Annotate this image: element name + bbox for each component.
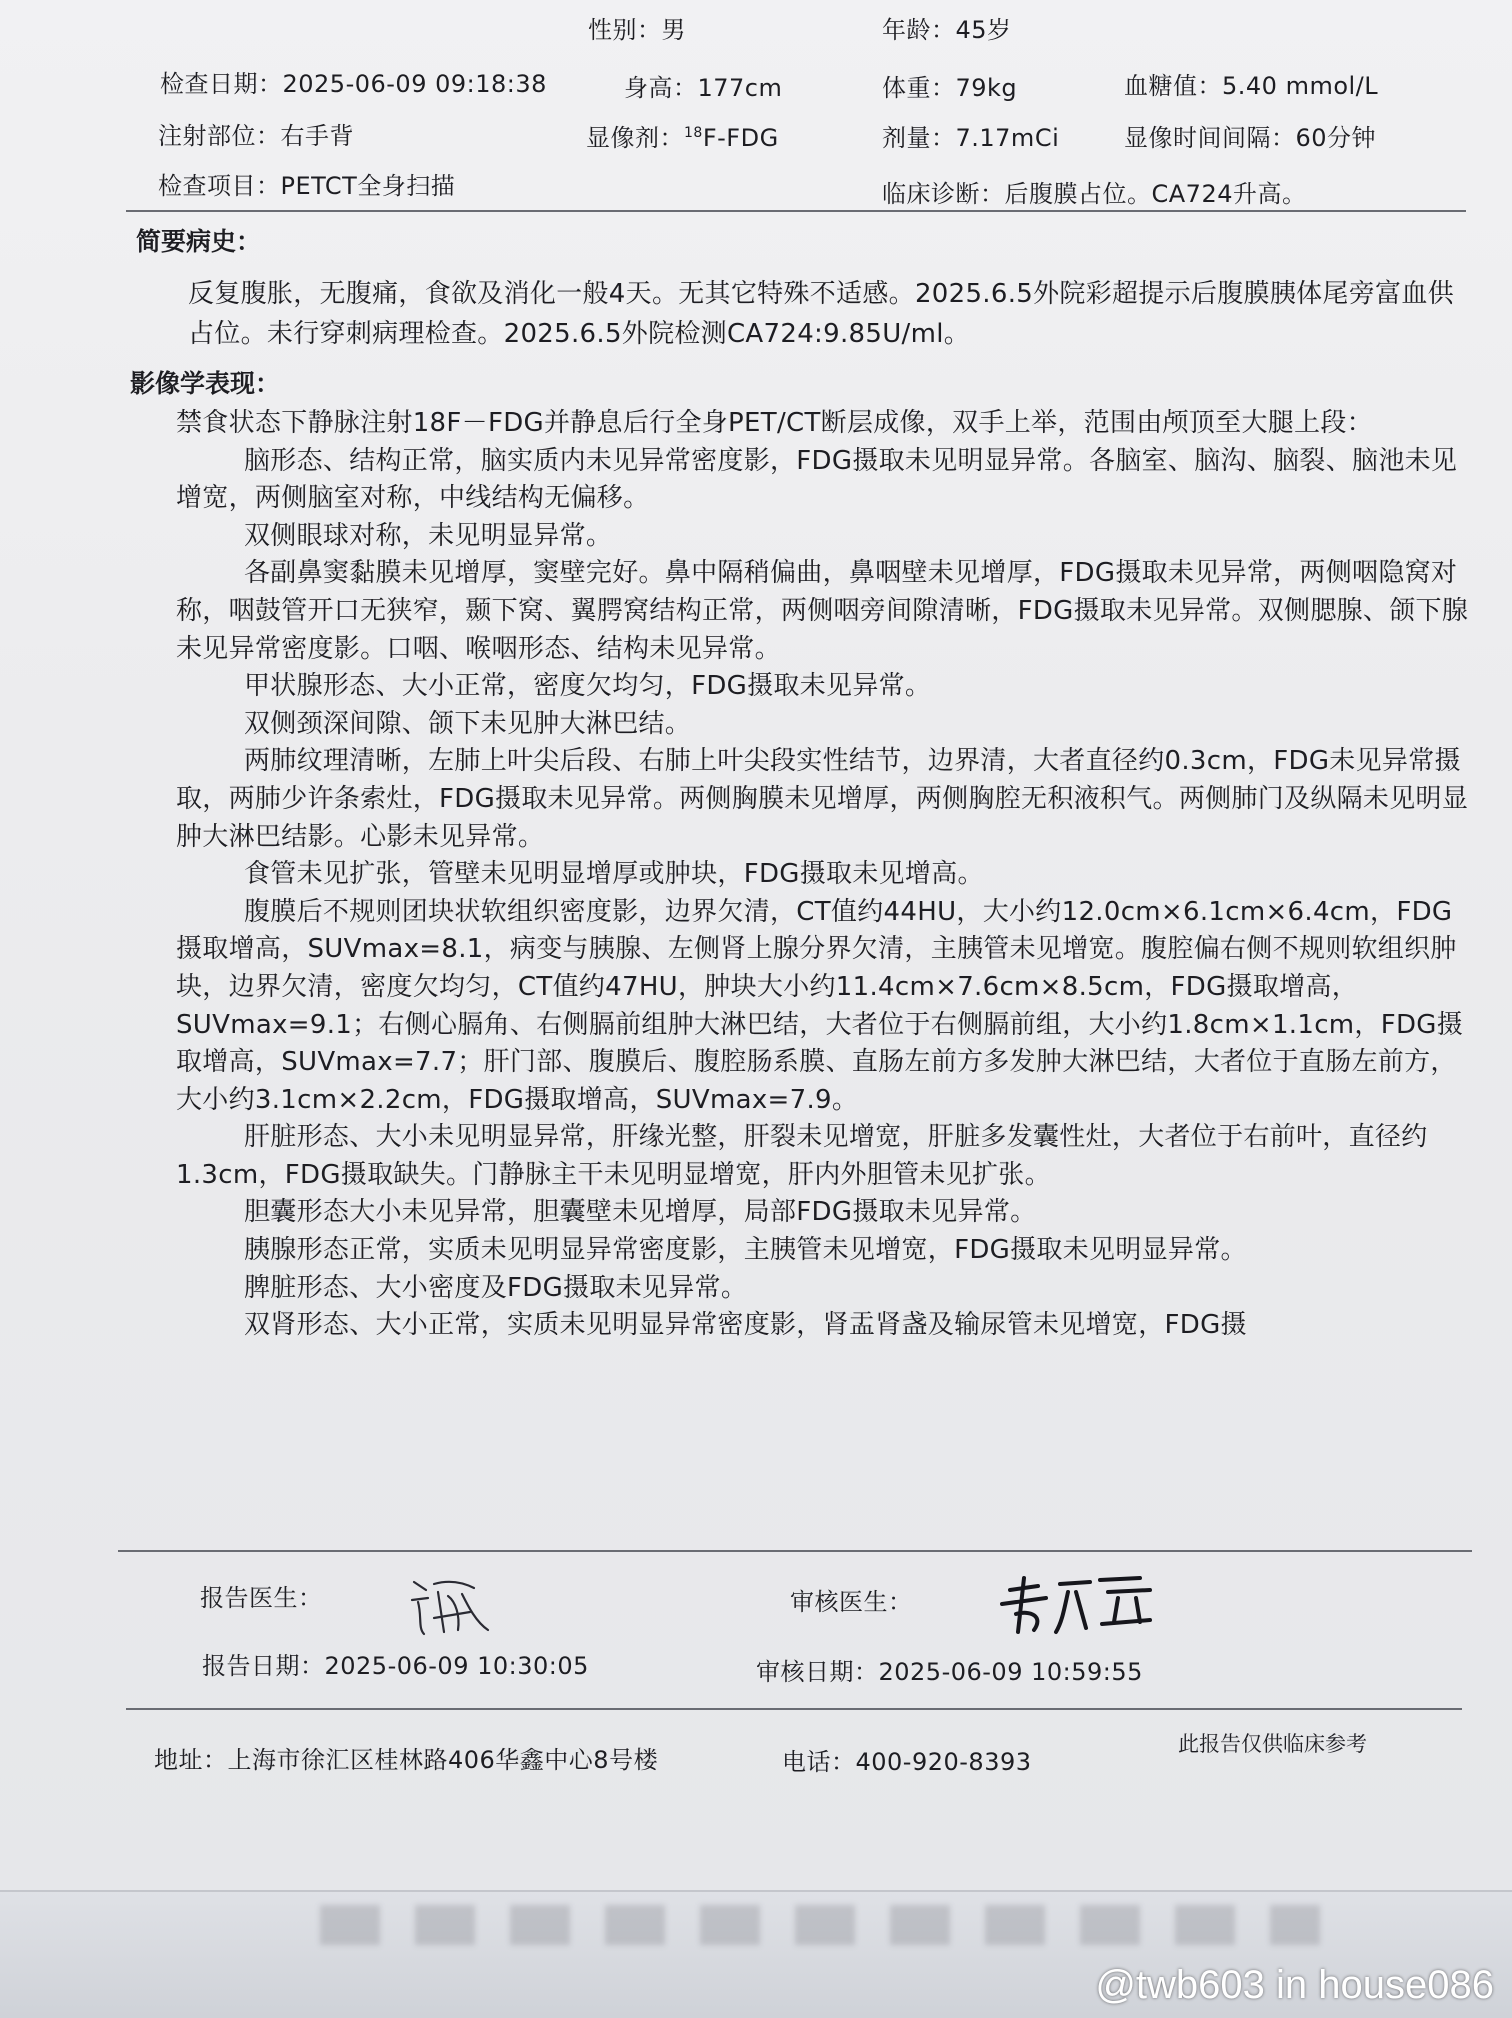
exam-item-field: 检查项目：PETCT全身扫描 — [158, 172, 456, 200]
findings-paragraph: 脾脏形态、大小密度及FDG摄取未见异常。 — [244, 1272, 748, 1303]
address-text: 地址：上海市徐汇区桂林路406华鑫中心8号楼 — [154, 1746, 659, 1774]
header-divider — [126, 210, 1466, 212]
findings-paragraph: 双侧颈深间隙、颌下未见肿大淋巴结。 — [244, 708, 692, 739]
findings-body — [176, 405, 1476, 1345]
sex-field: 性别：男 — [588, 16, 686, 44]
findings-paragraph: 各副鼻窦黏膜未见增厚，窦壁完好。鼻中隔稍偏曲，鼻咽壁未见增厚，FDG摄取未见异常，两侧咽隐窝对称，咽鼓管开口无狭窄，颞下窝、翼腭窝结构正常，两侧咽旁间隙清晰，FDG摄取未见异常。双侧腮腺、颌下腺未见异常密度影。口咽、喉咽形态、结构未见异常。 — [176, 558, 1469, 664]
age-field: 年龄：45岁 — [882, 16, 1012, 44]
findings-paragraph: 双肾形态、大小正常，实质未见明显异常密度影，肾盂肾盏及输尿管未见增宽，FDG摄 — [244, 1310, 1247, 1341]
interval-field: 显像时间间隔：60分钟 — [1124, 124, 1377, 152]
report-doctor-signature — [404, 1572, 496, 1644]
findings-paragraph: 双侧眼球对称，未见明显异常。 — [244, 520, 613, 551]
weight-field: 体重：79kg — [882, 74, 1018, 102]
watermark-text: @twb603 in house086 — [1095, 1963, 1494, 2007]
findings-paragraph: 胆囊形态大小未见异常，胆囊壁未见增厚，局部FDG摄取未见异常。 — [244, 1197, 1037, 1228]
footer-divider — [126, 1708, 1462, 1710]
height-field: 身高：177cm — [624, 74, 783, 102]
injection-site-field: 注射部位：右手背 — [158, 122, 354, 150]
dose-field: 剂量：7.17mCi — [882, 124, 1060, 152]
bleed-through-text — [320, 1905, 1320, 1945]
review-doctor-signature — [990, 1570, 1160, 1640]
findings-title: 影像学表现： — [130, 369, 281, 398]
findings-paragraph: 腹膜后不规则团块状软组织密度影，边界欠清，CT值约44HU，大小约12.0cm×6.1cm×6.4cm，FDG摄取增高，SUVmax=8.1，病变与胰腺、左侧肾上腺分界欠清，主胰管未见增宽。腹腔偏右侧不规则软组织肿块，边界欠清，密度欠均匀，CT值约47HU，肿块大小约11.4cm×7.6cm×8.5cm，FDG摄取增高，SUVmax=9.1；右侧心膈角、右侧膈前组肿大淋巴结，大者位于右侧膈前组，大小约1.8cm×1.1cm，FDG摄取增高，SUVmax=7.7；肝门部、腹膜后、腹腔肠系膜、直肠左前方多发肿大淋巴结，大者位于直肠左前方，大小约3.1cm×2.2cm，FDG摄取增高，SUVmax=7.9。 — [176, 896, 1464, 1115]
tracer-isotope-number: 18 — [684, 125, 703, 141]
history-title: 简要病史： — [136, 227, 262, 256]
exam-date-field: 检查日期：2025-06-09 09:18:38 — [160, 70, 547, 98]
review-doctor-label: 审核医生： — [790, 1588, 913, 1616]
clinical-diagnosis-field: 临床诊断：后腹膜占位。CA724升高。 — [882, 180, 1307, 208]
review-date-field: 审核日期：2025-06-09 10:59:55 — [756, 1658, 1143, 1686]
glucose-field: 血糖值：5.40 mmol/L — [1124, 72, 1379, 100]
tracer-name: F-FDG — [702, 124, 779, 152]
history-text: 反复腹胀，无腹痛，食欲及消化一般4天。无其它特殊不适感。2025.6.5外院彩超提示后腹膜胰体尾旁富血供占位。未行穿刺病理检查。2025.6.5外院检测CA724:9.85U/ml。 — [188, 279, 1454, 349]
signoff-divider — [118, 1550, 1472, 1552]
tracer-label: 显像剂： — [586, 124, 684, 152]
findings-paragraph: 肝脏形态、大小未见明显异常，肝缘光整，肝裂未见增宽，肝脏多发囊性灶，大者位于右前叶，直径约1.3cm，FDG摄取缺失。门静脉主干未见明显增宽，肝内外胆管未见扩张。 — [176, 1122, 1428, 1190]
findings-paragraph: 脑形态、结构正常，脑实质内未见异常密度影，FDG摄取未见明显异常。各脑室、脑沟、脑裂、脑池未见增宽，两侧脑室对称，中线结构无偏移。 — [176, 445, 1458, 514]
findings-paragraph: 食管未见扩张，管壁未见明显增厚或肿块，FDG摄取未见增高。 — [244, 859, 984, 890]
disclaimer-text: 此报告仅供临床参考 — [1178, 1732, 1367, 1756]
report-doctor-label: 报告医生： — [200, 1584, 323, 1612]
findings-paragraph: 甲状腺形态、大小正常，密度欠均匀，FDG摄取未见异常。 — [244, 671, 932, 702]
findings-paragraph: 禁食状态下静脉注射18F－FDG并静息后行全身PET/CT断层成像，双手上举，范围由颅顶至大腿上段： — [176, 408, 1373, 438]
findings-paragraph: 胰腺形态正常，实质未见明显异常密度影，主胰管未见增宽，FDG摄取未见明显异常。 — [244, 1235, 1247, 1266]
findings-paragraph: 两肺纹理清晰，左肺上叶尖后段、右肺上叶尖段实性结节，边界清，大者直径约0.3cm，FDG未见异常摄取，两肺少许条索灶，FDG摄取未见异常。两侧胸膜未见增厚，两侧胸腔无积液积气。两侧肺门及纵隔未见明显肿大淋巴结影。心影未见异常。 — [176, 746, 1469, 852]
phone-text: 电话：400-920-8393 — [782, 1748, 1032, 1776]
report-date-field: 报告日期：2025-06-09 10:30:05 — [202, 1652, 589, 1680]
tracer-field — [586, 118, 779, 153]
